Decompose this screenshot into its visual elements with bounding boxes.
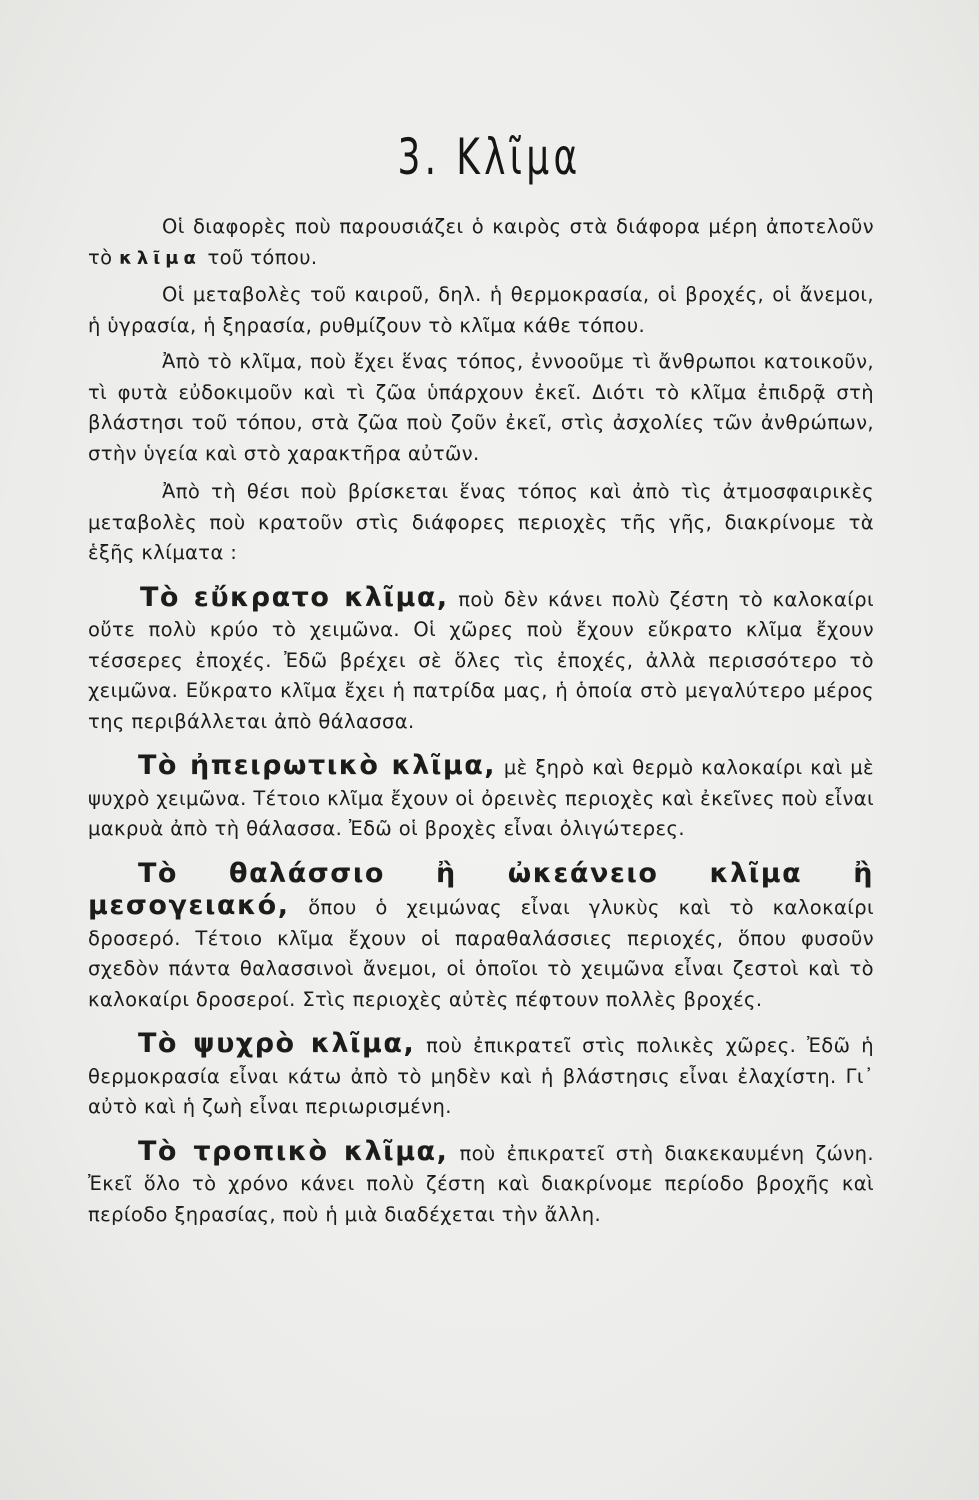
- climate-temperate-text: ποὺ δὲν κάνει πολὺ ζέστη τὸ καλοκαίρι οὔτε πολὺ κρύο τὸ χειμῶνα. Οἱ χῶρες ποὺ ἔχουν εὔκρατο κλῖμα ἔχουν τέσσερες ἐποχές. Ἐδῶ βρέχει σὲ ὅλες τὶς ἐποχές, ἀλλὰ περισσότερο τὸ χειμῶνα. Εὔκρατο κλῖμα ἔχει ἡ πατρίδα μας, ἡ ὁποία στὸ μεγαλύτερο μέρος της περιβάλλεται ἀπὸ θάλασσα.: [88, 587, 874, 733]
- paragraph-climate-types-intro: Ἀπὸ τὴ θέσι ποὺ βρίσκεται ἕνας τόπος καὶ ἀπὸ τὶς ἀτμοσφαιρικὲς μεταβολὲς ποὺ κρατοῦν στὶς διάφορες περιοχὲς τῆς γῆς, διακρίνομε τὰ ἑξῆς κλίματα :: [88, 480, 874, 564]
- paragraph-weather-changes: Οἱ μεταβολὲς τοῦ καιροῦ, δηλ. ἡ θερμοκρασία, οἱ βροχές, οἱ ἄνεμοι, ἡ ὑγρασία, ἡ ξηρασία, ρυθμίζουν τὸ κλῖμα κάθε τόπου.: [88, 283, 874, 337]
- paragraph-climate-effects: Ἀπὸ τὸ κλῖμα, ποὺ ἔχει ἕνας τόπος, ἐννοοῦμε τὶ ἄνθρωποι κατοικοῦν, τὶ φυτὰ εὐδοκιμοῦν καὶ τὶ ζῶα ὑπάρχουν ἐκεῖ. Διότι τὸ κλῖμα ἐπιδρᾷ στὴ βλάστησι τοῦ τόπου, στὰ ζῶα ποὺ ζοῦν ἐκεῖ, στὶς ἀσχολίες τῶν ἀνθρώπων, στὴν ὑγεία καὶ στὸ χαρακτῆρα αὐτῶν.: [88, 350, 874, 465]
- climate-temperate: [88, 583, 874, 738]
- paragraph-definition-after: τοῦ τόπου.: [207, 245, 318, 269]
- climate-cold: [88, 1029, 874, 1123]
- paragraph-definition-before: Οἱ διαφορὲς ποὺ παρουσιάζει ὁ καιρὸς στὰ διάφορα μέρη ἀποτελοῦν τὸ: [88, 215, 874, 269]
- climate-cold-text: ποὺ ἐπικρατεῖ στὶς πολικὲς χῶρες. Ἐδῶ ἡ θερμοκρασία εἶναι κάτω ἀπὸ τὸ μηδὲν καὶ ἡ βλάστησις εἶναι ἐλαχίστη. Γι᾽ αὐτὸ καὶ ἡ ζωὴ εἶναι περιωρισμένη.: [88, 1034, 874, 1118]
- climate-tropical-term: Τὸ τροπικὸ κλῖμα,: [138, 1135, 449, 1167]
- page-title: 3. Κλῖμα: [397, 128, 582, 186]
- climate-marine-term: Τὸ θαλάσσιο ἢ ὠκεάνειο κλῖμα ἢ μεσογειακό,: [88, 857, 874, 921]
- climate-continental-text: μὲ ξηρὸ καὶ θερμὸ καλοκαίρι καὶ μὲ ψυχρὸ χειμῶνα. Τέτοιο κλῖμα ἔχουν οἱ ὀρεινὲς περιοχὲς καὶ ἐκεῖνες ποὺ εἶναι μακρυὰ ἀπὸ τὴ θάλασσα. Ἐδῶ οἱ βροχὲς εἶναι ὀλιγώτερες.: [88, 756, 874, 840]
- climate-continental-term: Τὸ ἠπειρωτικὸ κλῖμα,: [138, 750, 497, 781]
- climate-tropical-text: ποὺ ἐπικρατεῖ στὴ διακεκαυμένη ζώνη. Ἐκεῖ ὅλο τὸ χρόνο κάνει πολὺ ζέστη καὶ διακρίνομε περίοδο βροχῆς καὶ περίοδο ξηρασίας, ποὺ ἡ μιὰ διαδέχεται τὴν ἄλλη.: [88, 1141, 874, 1226]
- body-text: [88, 212, 874, 1230]
- climate-continental: [88, 751, 874, 845]
- paragraph-definition: [88, 212, 874, 274]
- climate-marine: [88, 859, 874, 1016]
- climate-tropical: [88, 1137, 874, 1231]
- climate-marine-text: ὅπου ὁ χειμώνας εἶναι γλυκὺς καὶ τὸ καλοκαίρι δροσερό. Τέτοιο κλῖμα ἔχουν οἱ παραθαλάσσιες περιοχές, ὅπου φυσοῦν σχεδὸν πάντα θαλασσινοὶ ἄνεμοι, οἱ ὁποῖοι τὸ χειμῶνα εἶναι ζεστοὶ καὶ τὸ καλοκαίρι δροσεροί. Στὶς περιοχὲς αὐτὲς πέφτουν πολλὲς βροχές.: [88, 896, 874, 1011]
- climate-cold-term: Τὸ ψυχρὸ κλῖμα,: [138, 1028, 416, 1059]
- climate-temperate-term: Τὸ εὔκρατο κλῖμα,: [140, 581, 449, 613]
- climate-keyword: κλῖμα: [119, 247, 201, 269]
